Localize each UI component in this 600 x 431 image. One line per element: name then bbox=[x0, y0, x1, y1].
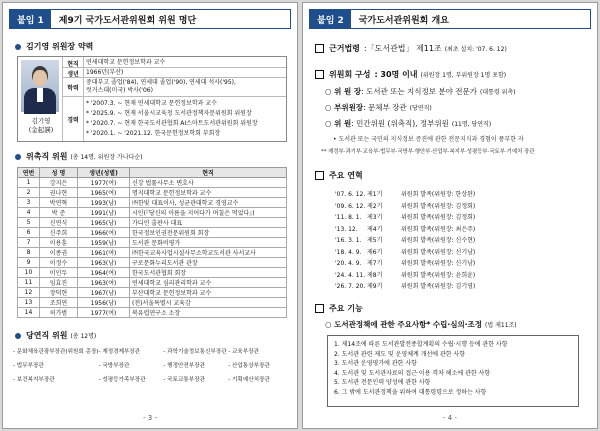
header-no: 연번 bbox=[18, 168, 40, 178]
list-item: - 행정안전부장관 bbox=[163, 363, 206, 369]
list-item: '13. 12. 제4기 위원회 발족(위원장: 최은주) bbox=[335, 225, 476, 233]
checkbox-square-icon bbox=[315, 304, 324, 313]
cell-no: 4 bbox=[18, 208, 40, 218]
law-label: 근거법령 bbox=[329, 44, 360, 53]
comp-sub-note-1: • 도서관 또는 국민의 지식정보 증진에 관한 전문지식과 경험이 풍부한 자 bbox=[333, 136, 524, 143]
table-row bbox=[18, 248, 287, 258]
header-position: 현직 bbox=[130, 168, 287, 178]
cell-no: 5 bbox=[18, 218, 40, 228]
cell-birth: 1977(여) bbox=[78, 178, 130, 188]
cell-name: 이인두 bbox=[40, 268, 78, 278]
table-row bbox=[18, 268, 287, 278]
list-item: '16. 3. 1. 제5기 위원회 발족(위원장: 신수현) bbox=[335, 237, 476, 244]
list-item: 1. 제14조에 따른 도서관발전종합계획의 수립·시행 등에 관한 사항 bbox=[334, 341, 508, 348]
ex-officio-section-label: 당연직 위원 bbox=[26, 331, 68, 340]
chair-label-birth: 생년 bbox=[67, 71, 79, 78]
table-row bbox=[18, 288, 287, 298]
cell-name: 이종권 bbox=[40, 248, 78, 258]
page-number: - 3 - bbox=[143, 414, 157, 422]
cell-birth: 1965(남) bbox=[78, 218, 130, 228]
list-item: '07. 6. 12. 제1기 위원회 발족(위원장: 한상완) bbox=[335, 191, 476, 198]
cell-birth: 1977(여) bbox=[78, 308, 130, 318]
page-number: - 4 - bbox=[443, 414, 457, 422]
cell-name: 이정수 bbox=[40, 258, 78, 268]
function-title: 주요 기능 bbox=[329, 304, 363, 313]
chair-name bbox=[20, 117, 62, 135]
cell-no: 7 bbox=[18, 238, 40, 248]
function-section-title bbox=[315, 303, 363, 314]
cell-birth: 1965(여) bbox=[78, 188, 130, 198]
cell-name: 이용훈 bbox=[40, 238, 78, 248]
cell-name: 신연식 bbox=[40, 218, 78, 228]
cell-position: 부산대학교 문헌정보학과 교수 bbox=[130, 288, 287, 298]
cell-birth: 1963(남) bbox=[78, 258, 130, 268]
checkbox-square-icon bbox=[315, 44, 324, 53]
cell-no: 1 bbox=[18, 178, 40, 188]
chair-value-education-2: 럿거스대(미국) 박사('06) bbox=[86, 87, 153, 94]
bullet-dot-icon bbox=[15, 333, 21, 339]
cell-no: 2 bbox=[18, 188, 40, 198]
chair-value-career-3: * '2020.7. ~ 현재 한국도서관협회 AI스마트도서관위원회 위원장 bbox=[86, 120, 258, 127]
bullet-dot-icon bbox=[15, 44, 21, 50]
table-row bbox=[18, 198, 287, 208]
page-right bbox=[302, 2, 598, 429]
chair-section-title bbox=[15, 41, 93, 52]
cell-no: 10 bbox=[18, 268, 40, 278]
right-header bbox=[309, 9, 591, 29]
members-section-note: (총 14명, 위원장 가나다순) bbox=[70, 154, 143, 161]
list-item: 3. 도서관 운영평가에 관한 사항 bbox=[334, 360, 417, 367]
list-item: - 기획예산처장관 bbox=[228, 377, 270, 383]
list-item: - 재정경제부장관 bbox=[98, 349, 141, 355]
law-note: (최초 설치: '07. 6. 12) bbox=[444, 46, 507, 53]
cell-birth: 1967(남) bbox=[78, 288, 130, 298]
left-header bbox=[9, 9, 291, 29]
table-row bbox=[18, 208, 287, 218]
members-section-title bbox=[15, 151, 143, 162]
right-title: 국가도서관위원회 개요 bbox=[358, 15, 449, 26]
chair-value-career-4: * '2020.1. ~ '2021.12. 한국문헌정보학회 부회장 bbox=[86, 130, 221, 137]
table-row bbox=[18, 228, 287, 238]
list-item: '18. 4. 9. 제6기 위원회 발족(위원장: 신기남) bbox=[335, 248, 476, 256]
list-item: 4. 도서관 및 도서관자료의 접근·이용 격차 해소에 관한 사항 bbox=[334, 369, 491, 377]
history-list bbox=[335, 189, 475, 293]
composition-value: : 30명 이내 bbox=[374, 70, 418, 79]
comp-item-chair: ○ 위 원 장: 도서관 또는 지식정보 분야 전문가 (대통령 위촉) bbox=[325, 87, 516, 96]
cell-no: 11 bbox=[18, 278, 40, 288]
table-header-row bbox=[18, 168, 287, 178]
history-title: 주요 연혁 bbox=[329, 171, 363, 180]
chair-name-ko: 김기영 bbox=[31, 117, 51, 125]
list-item: 2. 도서관 관련 제도 및 운영체계 개선에 관한 사항 bbox=[334, 350, 466, 358]
table-row bbox=[18, 218, 287, 228]
cell-birth: 1991(남) bbox=[78, 208, 130, 218]
header-birth: 생년(성별) bbox=[78, 168, 130, 178]
cell-position: 한국정보인권전문위원회 회장 bbox=[130, 228, 287, 238]
cell-no: 6 bbox=[18, 228, 40, 238]
cell-name: 임효진 bbox=[40, 278, 78, 288]
list-item: - 보건복지부장관 bbox=[13, 377, 55, 383]
page-left bbox=[2, 2, 298, 429]
list-item: '26. 7. 20. 제9기 위원회 발족(위원장: 김기영) bbox=[335, 283, 476, 290]
table-row bbox=[18, 298, 287, 308]
table-row bbox=[18, 308, 287, 318]
members-table bbox=[17, 167, 287, 318]
cell-birth: 1993(남) bbox=[78, 198, 130, 208]
function-lead: ○ 도서관정책에 관한 주요사항* 수립·심의·조정 (법 제11조) bbox=[325, 320, 517, 329]
list-item: - 교육부장관 bbox=[228, 349, 260, 355]
chair-value-education-1: 중대부고 졸업('84), 연세대 졸업('90), 연세대 석사('95), bbox=[86, 79, 236, 86]
cell-position: 시인(『당신의 이름을 지어다가 며칠은 먹었다』) bbox=[130, 208, 287, 218]
list-item: - 산업통상부장관 bbox=[228, 363, 270, 369]
chair-value-career-1: * '2007.3. ~ 현재 연세대학교 문헌정보학과 교수 bbox=[86, 100, 217, 107]
cell-name: 신주희 bbox=[40, 228, 78, 238]
cell-position: ㈜한국교육사업시설사무소학교도서관 사서교사 bbox=[130, 248, 287, 258]
list-item: - 과학기술정보통신부장관 bbox=[163, 349, 227, 355]
chair-value-current: 연세대학교 문헌정보학과 교수 bbox=[86, 59, 166, 66]
chair-label-education: 학력 bbox=[67, 85, 79, 92]
list-item: - 국방부장관 bbox=[98, 363, 130, 369]
checkbox-square-icon bbox=[315, 70, 324, 79]
cell-position: 신강 법률사무소 변호사 bbox=[130, 178, 287, 188]
list-item: - 성평등가족부장관 bbox=[98, 377, 146, 383]
cell-no: 12 bbox=[18, 288, 40, 298]
members-section-label: 위촉직 위원 bbox=[26, 152, 68, 161]
cell-name: 조희연 bbox=[40, 298, 78, 308]
header-name: 성 명 bbox=[40, 168, 78, 178]
chair-value-career-2: * '2025.9. ~ 현재 서울시교육청 도서관정책자문위원회 위원장 bbox=[86, 110, 252, 117]
ex-officio-section-title bbox=[15, 330, 96, 341]
cell-position: 도서관 문화비평가 bbox=[130, 238, 287, 248]
chair-section-label: 김기영 위원장 약력 bbox=[26, 42, 94, 51]
cell-name: 허가범 bbox=[40, 308, 78, 318]
list-item: 6. 그 밖에 도서관정책을 위하여 대통령령으로 정하는 사항 bbox=[334, 388, 487, 396]
cell-no: 9 bbox=[18, 258, 40, 268]
law-value: :「도서관법」 제11조 bbox=[363, 44, 442, 53]
composition-label: 위원회 구성 bbox=[329, 70, 371, 79]
cell-birth: 1964(여) bbox=[78, 268, 130, 278]
cell-position: 가디언 출판사 대표 bbox=[130, 218, 287, 228]
list-item: - 문화체육관광부장관(위원회 총장) bbox=[13, 349, 99, 355]
cell-position: 연세대학교 심리관리학과 교수 bbox=[130, 278, 287, 288]
function-list-box bbox=[327, 335, 579, 407]
table-row bbox=[18, 188, 287, 198]
cell-position: 구로문화누리도서관 관장 bbox=[130, 258, 287, 268]
chair-name-hanja: (金起韺) bbox=[28, 126, 54, 134]
cell-position: 명지대학교 문헌정보학과 교수 bbox=[130, 188, 287, 198]
cell-no: 14 bbox=[18, 308, 40, 318]
history-section-title bbox=[315, 170, 363, 181]
composition-note: (위원장 1명, 부위원장 1명 포함) bbox=[420, 72, 507, 79]
checkbox-square-icon bbox=[315, 171, 324, 180]
cell-name: 장덕현 bbox=[40, 288, 78, 298]
ex-officio-section-note: (총 12명) bbox=[70, 333, 97, 340]
cell-name: 박연혁 bbox=[40, 198, 78, 208]
table-row bbox=[18, 178, 287, 188]
cell-name: 강지은 bbox=[40, 178, 78, 188]
table-row bbox=[18, 278, 287, 288]
list-item: '24. 4. 11. 제8기 위원회 발족(위원장: 윤희윤) bbox=[335, 271, 476, 279]
cell-birth: 1961(여) bbox=[78, 248, 130, 258]
comp-sub-note-2: ** 재경부·과기부·교육부·법무부·국방부·행안부·산업부·복지부·성평등부·국토부·기예처 장관 bbox=[321, 149, 535, 155]
cell-birth: 1963(여) bbox=[78, 278, 130, 288]
law-line bbox=[315, 43, 507, 54]
cell-position: (전)서울특별시 교육감 bbox=[130, 298, 287, 308]
list-item: 5. 도서관 전문인력 양성에 관한 사항 bbox=[334, 379, 431, 386]
chair-photo bbox=[21, 60, 59, 112]
table-row bbox=[18, 238, 287, 248]
right-badge: 붙임 2 bbox=[310, 10, 351, 28]
table-row bbox=[18, 258, 287, 268]
cell-position: ㈜한빛 대표이사, 성균관대학교 경영교수 bbox=[130, 198, 287, 208]
chair-profile-box bbox=[17, 56, 287, 142]
cell-no: 13 bbox=[18, 298, 40, 308]
list-item: - 법무부장관 bbox=[13, 363, 44, 369]
ex-officio-list bbox=[13, 347, 293, 383]
cell-no: 8 bbox=[18, 248, 40, 258]
cell-position: 북유럽연구소 소장 bbox=[130, 308, 287, 318]
chair-label-career: 경력 bbox=[67, 117, 79, 124]
chair-value-birth: 1966년(부산) bbox=[86, 69, 124, 76]
left-badge: 붙임 1 bbox=[10, 10, 51, 28]
left-title: 제9기 국가도서관위원회 위원 명단 bbox=[58, 15, 197, 26]
list-item: '09. 6. 12. 제2기 위원회 발족(위원장: 김정회) bbox=[335, 202, 476, 210]
list-item: '20. 4. 9. 제7기 위원회 발족(위원장: 신기남) bbox=[335, 260, 476, 267]
comp-item-vice: ○ 부위원장: 문체부 장관 (당연직) bbox=[325, 103, 432, 112]
chair-label-current: 현직 bbox=[67, 61, 79, 68]
cell-position: 한국도서관협회 회장 bbox=[130, 268, 287, 278]
list-item: - 국토교통부장관 bbox=[163, 377, 206, 383]
composition-line bbox=[315, 69, 506, 80]
cell-birth: 1956(남) bbox=[78, 298, 130, 308]
cell-birth: 1966(여) bbox=[78, 228, 130, 238]
cell-name: 박 준 bbox=[40, 208, 78, 218]
cell-no: 3 bbox=[18, 198, 40, 208]
bullet-dot-icon bbox=[15, 154, 21, 160]
cell-name: 권나현 bbox=[40, 188, 78, 198]
cell-birth: 1959(남) bbox=[78, 238, 130, 248]
list-item: '11. 8. 1. 제3기 위원회 발족(위원장: 김정회) bbox=[335, 214, 476, 221]
comp-item-members: ○ 위 원: 민간위원 (위촉직), 정부위원 (11명, 당연직) bbox=[325, 119, 492, 128]
